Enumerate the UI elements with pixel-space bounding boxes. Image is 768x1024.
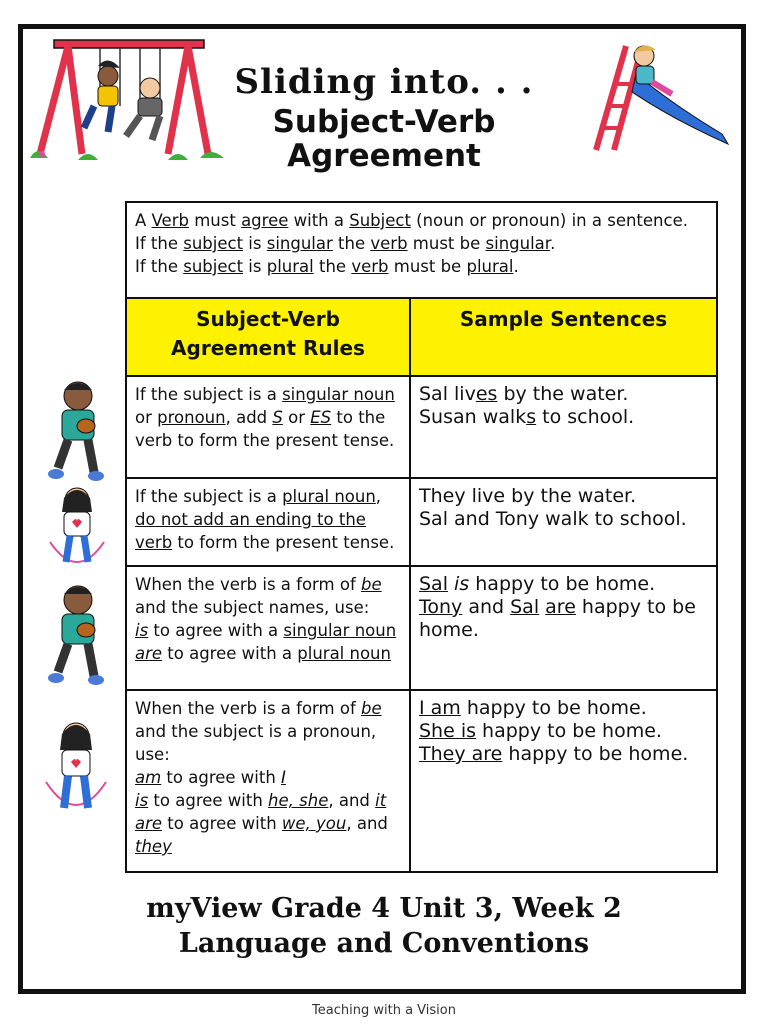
text-run: is bbox=[243, 234, 267, 253]
text-run: singular noun bbox=[283, 621, 397, 640]
girl-jumprope-clipart bbox=[40, 716, 112, 826]
text-run: verb to form the present tense. bbox=[135, 431, 395, 450]
boy-clipart bbox=[46, 580, 110, 690]
text-run: subject bbox=[183, 234, 244, 253]
text-line bbox=[135, 835, 401, 858]
text-line bbox=[419, 619, 708, 642]
text-run: happy to be home. bbox=[476, 720, 662, 742]
text-line bbox=[419, 596, 708, 619]
text-line bbox=[419, 508, 708, 531]
page-title-line3: Agreement bbox=[287, 138, 481, 174]
text-line bbox=[135, 508, 401, 531]
rule-cell bbox=[126, 376, 410, 478]
text-run: If the subject is a bbox=[135, 487, 283, 506]
text-run: S bbox=[272, 408, 283, 427]
text-line bbox=[135, 619, 401, 642]
text-run: do not add an ending to the bbox=[135, 510, 366, 529]
rule-cell bbox=[126, 478, 410, 566]
rule-row bbox=[126, 478, 717, 566]
text-line bbox=[135, 232, 708, 255]
credit-text: Teaching with a Vision bbox=[312, 1003, 456, 1018]
text-line bbox=[419, 743, 708, 766]
text-run: must bbox=[188, 211, 242, 230]
text-run: plural noun bbox=[282, 487, 376, 506]
text-run: s bbox=[526, 406, 537, 428]
text-run: pronoun bbox=[157, 408, 226, 427]
text-run: Sal bbox=[510, 596, 540, 618]
rule-cell bbox=[126, 690, 410, 872]
text-run: is bbox=[135, 791, 149, 810]
text-run: they bbox=[135, 837, 172, 856]
intro-cell bbox=[126, 202, 717, 298]
text-run: is bbox=[243, 257, 267, 276]
boy-clipart bbox=[46, 376, 110, 486]
text-run: with a bbox=[288, 211, 350, 230]
text-run: or bbox=[282, 408, 311, 427]
text-run: to school. bbox=[536, 406, 635, 428]
text-run: plural bbox=[466, 257, 514, 276]
text-run: plural noun bbox=[297, 644, 391, 663]
text-run: , add bbox=[225, 408, 273, 427]
text-run: home. bbox=[419, 619, 479, 641]
rule-row bbox=[126, 690, 717, 872]
text-run: . bbox=[550, 234, 556, 253]
text-run: verb bbox=[135, 533, 173, 552]
page-title-line1: Sliding into. . . bbox=[234, 62, 534, 102]
rule-row bbox=[126, 376, 717, 478]
text-run: If the bbox=[135, 234, 184, 253]
text-run: They live by the water. bbox=[419, 485, 637, 507]
text-run: and bbox=[462, 596, 511, 618]
text-run: by the water. bbox=[497, 383, 629, 405]
text-run: use: bbox=[135, 745, 170, 764]
text-line bbox=[135, 573, 401, 596]
text-line bbox=[135, 255, 708, 278]
text-line bbox=[135, 789, 401, 812]
text-run: is bbox=[454, 573, 470, 595]
text-line bbox=[135, 720, 401, 743]
text-run: and the subject names, use: bbox=[135, 598, 370, 617]
text-run: to form the present tense. bbox=[172, 533, 395, 552]
intro-row bbox=[126, 202, 717, 298]
text-run: She is bbox=[419, 720, 477, 742]
text-line bbox=[135, 642, 401, 665]
samples-header: Sample Sentences bbox=[410, 298, 717, 376]
girl-jumprope-clipart bbox=[44, 482, 110, 578]
page-title-line2: Subject-Verb bbox=[272, 104, 496, 140]
text-run: If the bbox=[135, 257, 184, 276]
text-line bbox=[419, 697, 708, 720]
text-run: es bbox=[475, 383, 498, 405]
text-run: When the verb is a form of bbox=[135, 699, 362, 718]
sample-cell bbox=[410, 478, 717, 566]
sample-cell bbox=[410, 690, 717, 872]
text-line bbox=[135, 697, 401, 720]
text-run: are bbox=[545, 596, 576, 618]
text-run: be bbox=[361, 699, 382, 718]
text-run: the bbox=[332, 234, 371, 253]
rules-table bbox=[125, 201, 718, 873]
footer-line1: myView Grade 4 Unit 3, Week 2 bbox=[146, 893, 622, 924]
text-run: singular bbox=[266, 234, 333, 253]
text-line bbox=[135, 596, 401, 619]
text-run: Tony bbox=[419, 596, 463, 618]
text-run: Sal and Tony walk to school. bbox=[419, 508, 687, 530]
text-run: . bbox=[513, 257, 519, 276]
text-run: be bbox=[361, 575, 382, 594]
text-run: to agree with bbox=[161, 768, 282, 787]
text-run: to the bbox=[331, 408, 386, 427]
text-run: the bbox=[313, 257, 352, 276]
rules-header: Subject-Verb Agreement Rules bbox=[126, 298, 410, 376]
text-run: If the subject is a bbox=[135, 385, 283, 404]
header-row bbox=[126, 298, 717, 376]
text-run: must be bbox=[407, 234, 486, 253]
text-run: (noun or pronoun) in a sentence. bbox=[410, 211, 688, 230]
text-run: must be bbox=[388, 257, 467, 276]
rule-row bbox=[126, 566, 717, 690]
text-run: Verb bbox=[151, 211, 189, 230]
text-line bbox=[419, 485, 708, 508]
text-run: happy to be home. bbox=[460, 697, 647, 719]
text-line bbox=[135, 743, 401, 766]
text-run: happy to be bbox=[575, 596, 696, 618]
text-line bbox=[419, 406, 708, 429]
text-run: singular noun bbox=[282, 385, 395, 404]
text-run: A bbox=[135, 211, 152, 230]
text-line bbox=[135, 383, 401, 406]
text-line bbox=[135, 531, 401, 554]
text-run: subject bbox=[183, 257, 244, 276]
text-run: is bbox=[135, 621, 149, 640]
text-line bbox=[135, 812, 401, 835]
text-run: or bbox=[135, 408, 158, 427]
text-run: we, you bbox=[281, 814, 347, 833]
text-run: to agree with a bbox=[148, 621, 284, 640]
text-run: When the verb is a form of bbox=[135, 575, 362, 594]
text-run: singular bbox=[485, 234, 551, 253]
text-run: , and bbox=[328, 791, 376, 810]
text-run: verb bbox=[351, 257, 389, 276]
text-run: he, she bbox=[268, 791, 329, 810]
text-line bbox=[135, 766, 401, 789]
sample-cell bbox=[410, 376, 717, 478]
text-run: Subject bbox=[349, 211, 411, 230]
text-run: happy to be home. bbox=[469, 573, 656, 595]
text-run: are bbox=[135, 644, 163, 663]
text-run: , and bbox=[346, 814, 388, 833]
text-run: agree bbox=[241, 211, 289, 230]
text-line bbox=[419, 383, 708, 406]
text-run: ES bbox=[310, 408, 332, 427]
text-line bbox=[135, 485, 401, 508]
text-run: I bbox=[281, 768, 286, 787]
text-run: verb bbox=[370, 234, 408, 253]
sample-cell bbox=[410, 566, 717, 690]
text-run: to agree with a bbox=[162, 644, 298, 663]
text-line bbox=[419, 720, 708, 743]
text-line bbox=[135, 406, 401, 429]
text-line bbox=[135, 429, 401, 452]
text-run: They are bbox=[419, 743, 503, 765]
text-run: it bbox=[375, 791, 387, 810]
text-run: , bbox=[375, 487, 382, 506]
footer-line2: Language and Conventions bbox=[178, 928, 590, 959]
text-run: I am bbox=[419, 697, 461, 719]
text-run: to agree with bbox=[162, 814, 282, 833]
text-line bbox=[419, 573, 708, 596]
text-run: plural bbox=[266, 257, 314, 276]
text-run: Susan walk bbox=[419, 406, 527, 428]
text-run: and the subject is a pronoun, bbox=[135, 722, 377, 741]
text-line bbox=[135, 209, 708, 232]
text-run: happy to be home. bbox=[502, 743, 689, 765]
text-run: to agree with bbox=[148, 791, 269, 810]
text-run: are bbox=[135, 814, 163, 833]
text-run: Sal bbox=[419, 573, 448, 595]
rule-cell bbox=[126, 566, 410, 690]
text-run: am bbox=[135, 768, 162, 787]
text-run: Sal liv bbox=[419, 383, 476, 405]
